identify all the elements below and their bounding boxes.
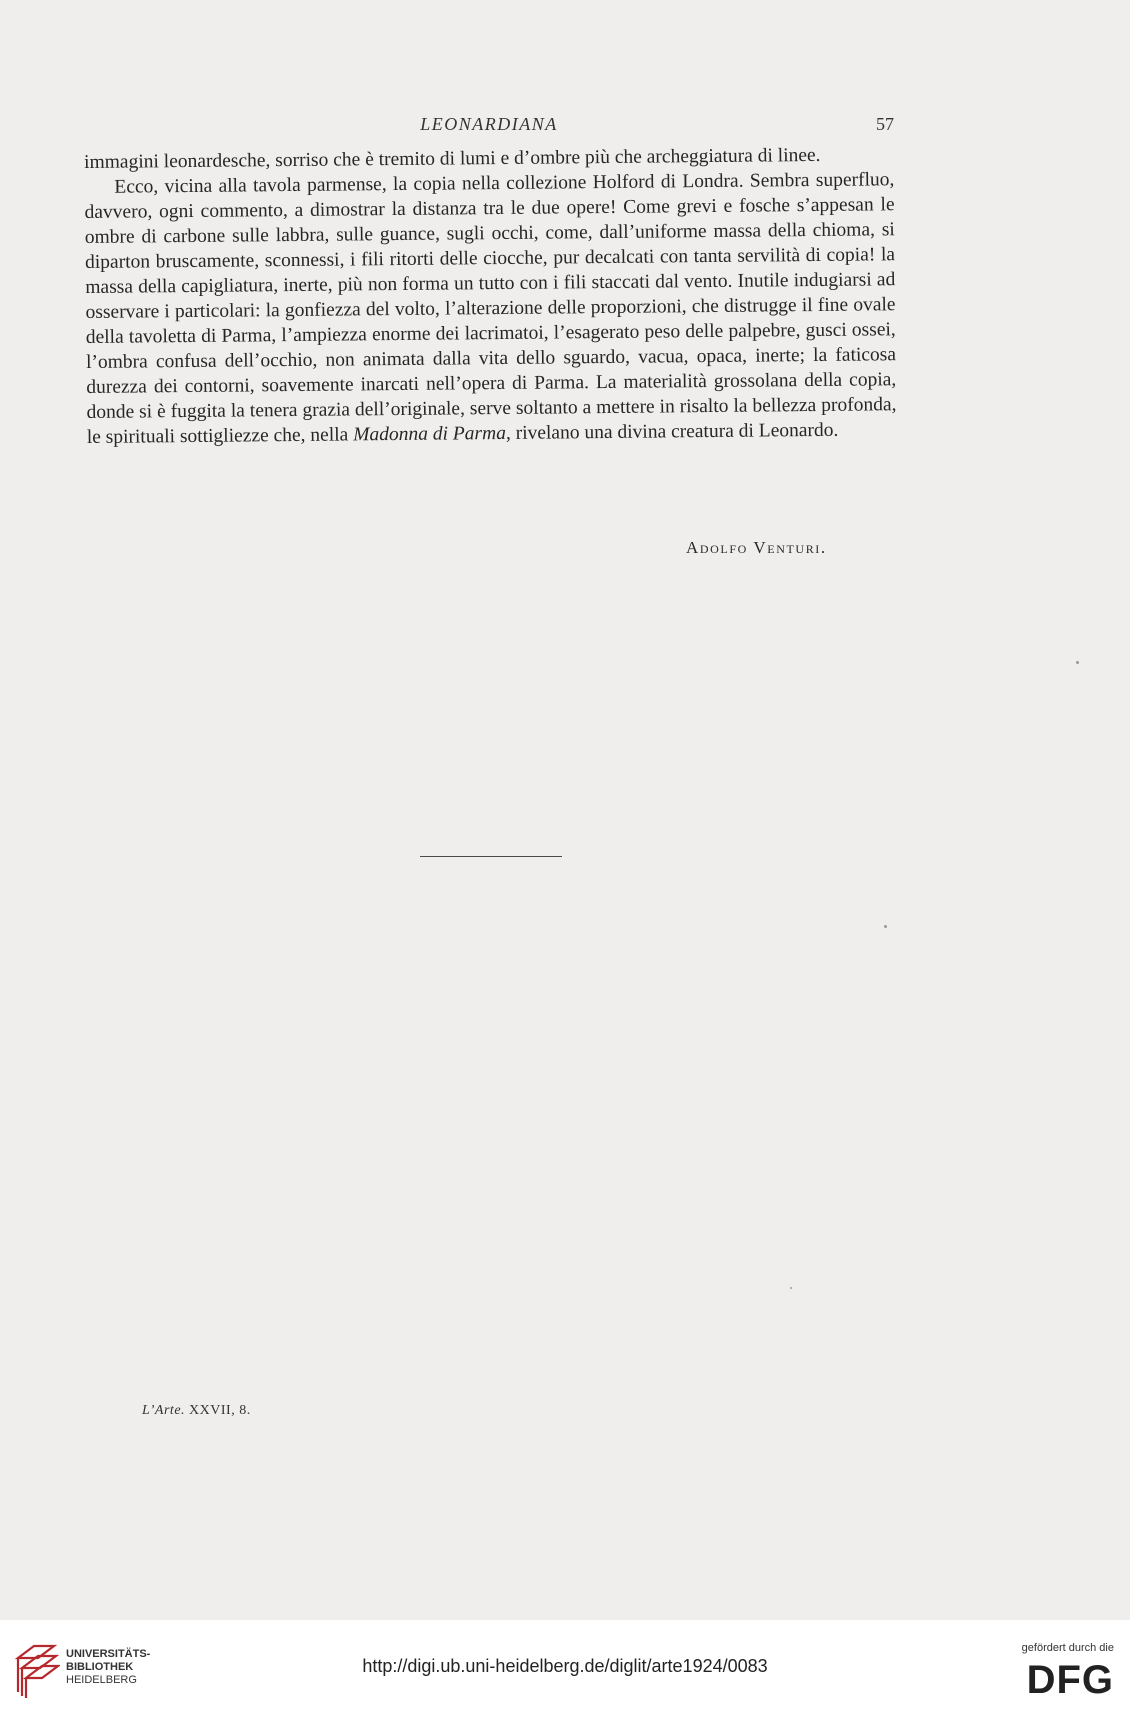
journal-volume: XXVII, 8. [185,1403,251,1418]
running-title: LEONARDIANA [420,114,558,134]
paragraph-1: immagini leonardesche, sorriso che è tremito di lumi e d’ombre più che archeggiatura di linee. [84,144,821,173]
funder-label: gefördert durch die [1021,1642,1114,1654]
journal-name: L’Arte. [142,1403,186,1418]
paper-speck [884,925,887,928]
page-header [84,114,894,140]
source-url-link[interactable]: http://digi.ub.uni-heidelberg.de/diglit/arte1924/0083 [362,1656,768,1676]
library-name-line-2: BIBLIOTHEK [66,1661,134,1673]
paper-speck [1076,661,1079,664]
library-name-line-1: UNIVERSITÄTS- [66,1648,151,1660]
paragraph-2 [84,167,897,450]
section-divider [420,856,562,857]
digitization-footer [0,1620,1130,1713]
paper-speck [790,1287,792,1289]
library-name-line-3: HEIDELBERG [66,1674,137,1686]
author-signature: Adolfo Venturi. [686,538,827,557]
paragraph-2-italic-title: Madonna di Parma, [353,422,511,446]
paragraph-2-main: Ecco, vicina alla tavola parmense, la copia nella collezione Holford di Londra. Sembra superfluo, davvero, ogni commento, a dimostrar la distanza tra le due opere! Come grevi e fosche s’appesan le ombre di carbone sulle labbra, sulle guance, sugli occhi, come, dall’uniforme massa della chioma, si diparton bruscamente, sconnessi, i fili ritorti delle ciocche, pur decalcati con tanta servilità di copia! la massa della capigliatura, inerte, più non forma un tutto con i fili staccati dal vento. Inutile indugiarsi ad osservare i particolari: la gonfiezza del volto, l’alterazione delle proporzioni, che distrugge il fine ovale della tavoletta di Parma, l’ampiezza enorme dei lacrimatoi, l’esagerato peso delle palpebre, gusci ossei, l’ombra confusa dell’occhio, non animata dalla vita dello sguardo, vacua, opaca, inerte; la faticosa durezza dei contorni, soavemente inarcati nell’opera di Parma. La materialità grossolana della copia, donde si è fuggita la tenera grazia dell’originale, serve soltanto a mettere in risalto la bellezza profonda, le spirituali sottigliezze che, nella [84,169,897,448]
page-number: 57 [876,114,894,134]
funder-logo: DFG [1026,1658,1114,1702]
journal-reference [142,1403,251,1419]
body-text [84,142,897,450]
paragraph-2-end: rivelano una divina creatura di Leonardo. [510,419,839,444]
